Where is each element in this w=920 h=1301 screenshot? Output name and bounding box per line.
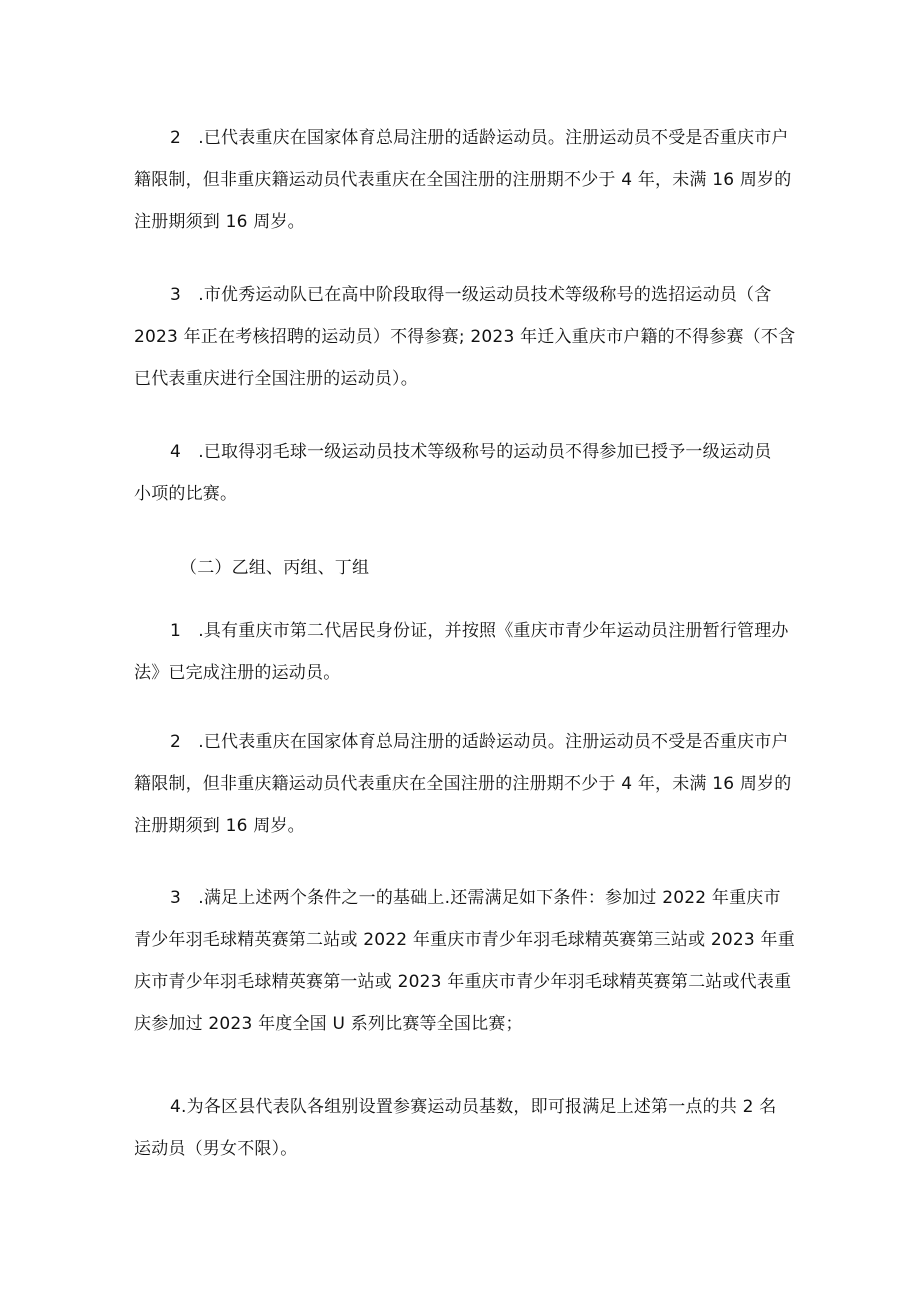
text-line: 小项的比赛。 bbox=[134, 484, 238, 504]
text-line: 4 .已取得羽毛球一级运动员技术等级称号的运动员不得参加已授予一级运动员 bbox=[170, 442, 772, 462]
text-line: 1 .具有重庆市第二代居民身份证，并按照《重庆市青少年运动员注册暂行管理办 bbox=[170, 621, 789, 641]
text-line: 庆参加过 2023 年度全国 U 系列比赛等全国比赛； bbox=[134, 1014, 523, 1034]
section-heading bbox=[134, 547, 784, 589]
paragraph-a-2 bbox=[134, 117, 792, 243]
paragraph-b-2 bbox=[134, 721, 792, 847]
text-line: 已代表重庆进行全国注册的运动员）。 bbox=[134, 369, 418, 389]
text-line: 注册期须到 16 周岁。 bbox=[134, 816, 305, 836]
text-line: 2023 年正在考核招聘的运动员）不得参赛; 2023 年迁入重庆市户籍的不得参赛（不含 bbox=[134, 327, 796, 347]
paragraph-b-3 bbox=[134, 877, 795, 1045]
text-line: 青少年羽毛球精英赛第二站或 2022 年重庆市青少年羽毛球精英赛第三站或 2023 年重 bbox=[134, 930, 795, 950]
text-line: 4.为各区县代表队各组别设置参赛运动员基数，即可报满足上述第一点的共 2 名 bbox=[170, 1097, 777, 1117]
text-line: 2 .已代表重庆在国家体育总局注册的适龄运动员。注册运动员不受是否重庆市户 bbox=[170, 128, 789, 148]
text-line: 注册期须到 16 周岁。 bbox=[134, 212, 305, 232]
text-line: 3 .市优秀运动队已在高中阶段取得一级运动员技术等级称号的选招运动员（含 bbox=[170, 285, 772, 305]
paragraph-a-3 bbox=[134, 274, 796, 400]
text-line: 籍限制，但非重庆籍运动员代表重庆在全国注册的注册期不少于 4 年，未满 16 周岁的 bbox=[134, 170, 792, 190]
paragraph-b-4 bbox=[134, 1086, 784, 1170]
text-line: 籍限制，但非重庆籍运动员代表重庆在全国注册的注册期不少于 4 年，未满 16 周岁的 bbox=[134, 774, 792, 794]
text-line: 庆市青少年羽毛球精英赛第一站或 2023 年重庆市青少年羽毛球精英赛第二站或代表重 bbox=[134, 972, 792, 992]
text-line: 3 .满足上述两个条件之一的基础上.还需满足如下条件：参加过 2022 年重庆市 bbox=[170, 888, 781, 908]
paragraph-b-1 bbox=[134, 610, 789, 694]
text-line: 运动员（男女不限）。 bbox=[134, 1139, 298, 1159]
heading-line: （二）乙组、丙组、丁组 bbox=[180, 558, 370, 578]
text-line: 法》已完成注册的运动员。 bbox=[134, 663, 341, 683]
text-line: 2 .已代表重庆在国家体育总局注册的适龄运动员。注册运动员不受是否重庆市户 bbox=[170, 732, 789, 752]
paragraph-a-4 bbox=[134, 431, 784, 515]
